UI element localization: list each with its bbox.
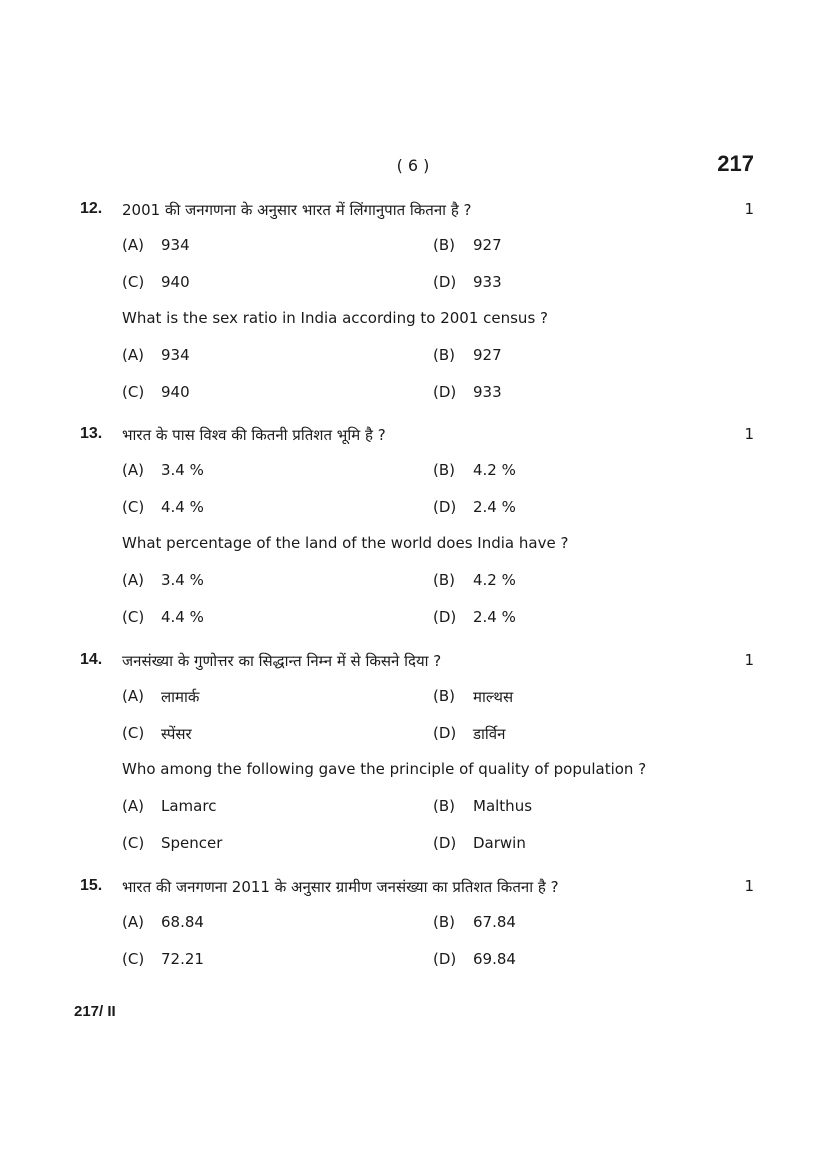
option-text: 2.4 %: [473, 607, 516, 626]
option-label: (A): [122, 571, 144, 589]
option-label: (D): [433, 723, 457, 742]
option-text: 4.2 %: [473, 461, 516, 479]
option-text: Darwin: [473, 833, 526, 852]
option-text: माल्थस: [473, 688, 514, 706]
option-label: (D): [433, 833, 457, 852]
option-label: (A): [122, 913, 144, 931]
option-label: (D): [433, 497, 457, 516]
question-number: 13.: [80, 425, 103, 442]
option-text: Lamarc: [161, 797, 217, 815]
option-label: (A): [122, 236, 144, 254]
option-label: (B): [433, 346, 455, 364]
option-label: (D): [433, 382, 457, 401]
question-number: 12.: [80, 200, 103, 217]
option-text: Malthus: [473, 797, 533, 815]
option-text: 940: [161, 272, 190, 291]
option-text: 933: [473, 382, 502, 401]
option-text: 4.4 %: [161, 607, 204, 626]
question-text-hindi: भारत के पास विश्व की कितनी प्रतिशत भूमि है ?: [122, 426, 386, 444]
option-text: स्पेंसर: [161, 724, 192, 743]
option-label: (C): [122, 833, 145, 852]
paper-code: 217: [717, 151, 754, 176]
option-label: (D): [433, 949, 457, 968]
option-label: (C): [122, 497, 145, 516]
option-label: (A): [122, 346, 144, 364]
option-label: (C): [122, 607, 145, 626]
question-text-english: Who among the following gave the principle of quality of population ?: [122, 760, 647, 778]
option-text: 3.4 %: [161, 461, 204, 479]
option-text: 67.84: [473, 913, 516, 931]
option-text: 3.4 %: [161, 571, 204, 589]
question-marks: 1: [744, 877, 754, 895]
option-label: (C): [122, 382, 145, 401]
option-label: (B): [433, 236, 455, 254]
option-text: 4.2 %: [473, 571, 516, 589]
option-label: (A): [122, 461, 144, 479]
option-label: (A): [122, 687, 144, 705]
option-text: 68.84: [161, 913, 204, 931]
option-label: (B): [433, 461, 455, 479]
option-text: 927: [473, 346, 502, 364]
option-label: (C): [122, 723, 145, 742]
option-label: (D): [433, 272, 457, 291]
option-label: (B): [433, 687, 455, 705]
question-text-english: What percentage of the land of the world does India have ?: [122, 534, 569, 552]
option-label: (B): [433, 797, 455, 815]
option-label: (A): [122, 797, 144, 815]
question-text-hindi: भारत की जनगणना 2011 के अनुसार ग्रामीण जनसंख्या का प्रतिशत कितना है ?: [122, 878, 559, 896]
option-text: Spencer: [161, 833, 223, 852]
option-text: 72.21: [161, 949, 204, 968]
option-label: (C): [122, 949, 145, 968]
option-label: (C): [122, 272, 145, 291]
option-label: (B): [433, 571, 455, 589]
question-marks: 1: [744, 200, 754, 218]
question-text-hindi: 2001 की जनगणना के अनुसार भारत में लिंगानुपात कितना है ?: [122, 201, 472, 219]
question-number: 14.: [80, 651, 103, 668]
option-text: 927: [473, 236, 502, 254]
option-label: (D): [433, 607, 457, 626]
option-text: 934: [161, 236, 190, 254]
question-number: 15.: [80, 877, 103, 894]
question-marks: 1: [744, 651, 754, 669]
option-label: (B): [433, 913, 455, 931]
question-text-english: What is the sex ratio in India according to 2001 census ?: [122, 309, 548, 327]
option-text: 2.4 %: [473, 497, 516, 516]
option-text: 933: [473, 272, 502, 291]
option-text: 4.4 %: [161, 497, 204, 516]
page-number: ( 6 ): [396, 156, 430, 175]
option-text: 69.84: [473, 949, 516, 968]
option-text: डार्विन: [473, 724, 506, 743]
option-text: 934: [161, 346, 190, 364]
option-text: 940: [161, 382, 190, 401]
footer-code: 217/ II: [74, 1003, 116, 1020]
question-text-hindi: जनसंख्या के गुणोत्तर का सिद्धान्त निम्न में से किसने दिया ?: [122, 652, 442, 670]
question-marks: 1: [744, 425, 754, 443]
option-text: लामार्क: [161, 688, 200, 706]
